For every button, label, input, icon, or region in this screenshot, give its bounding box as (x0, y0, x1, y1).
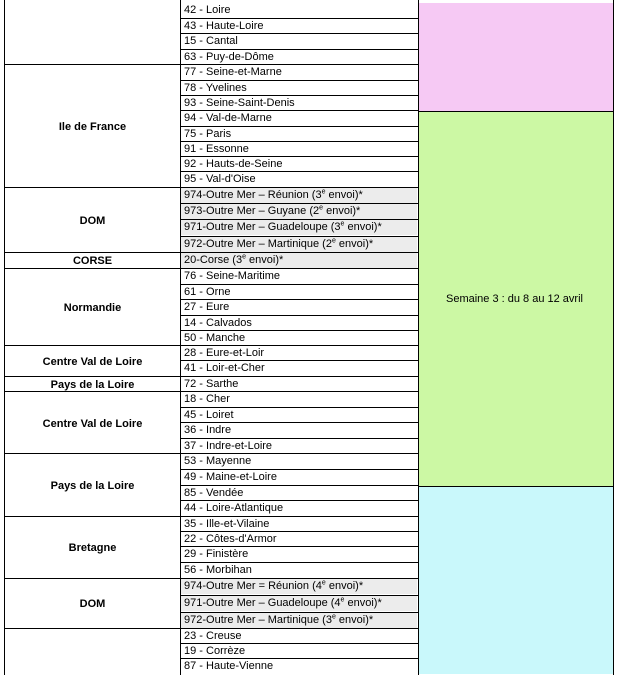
grid-line (180, 33, 419, 34)
grid-line (180, 203, 419, 204)
grid-line (418, 486, 614, 487)
department-label: 19 - Corrèze (184, 645, 246, 657)
grid-line (180, 595, 419, 596)
department-cell (181, 316, 417, 331)
department-cell (181, 579, 417, 594)
department-label: 61 - Orne (184, 286, 231, 298)
department-suffix: envoi)* (344, 597, 382, 609)
department-suffix: envoi)* (325, 189, 363, 201)
department-label: 29 - Finistère (184, 548, 249, 560)
department-label: 76 - Seine-Maritime (184, 270, 280, 282)
department-cell (181, 361, 417, 376)
department-label: 37 - Indre-et-Loire (184, 440, 273, 452)
department-cell (181, 34, 417, 49)
grid-line (180, 141, 419, 142)
grid-line (4, 187, 419, 188)
region-label: Normandie (63, 302, 122, 314)
ordinal-superscript: e (242, 253, 246, 261)
department-suffix: envoi)* (344, 221, 382, 233)
department-suffix: envoi)* (335, 614, 374, 626)
region-label: Centre Val de Loire (42, 417, 143, 430)
region-cell (5, 269, 180, 347)
department-label: 14 - Calvados (184, 317, 252, 329)
department-cell (181, 547, 417, 562)
grid-line (180, 407, 419, 408)
department-label: 50 - Manche (184, 332, 246, 344)
department-label: 56 - Morbihan (184, 564, 252, 576)
department-label: 77 - Seine-et-Marne (184, 66, 282, 78)
department-label: 63 - Puy-de-Dôme (184, 51, 274, 63)
grid-line (180, 80, 419, 81)
ordinal-superscript: e (331, 237, 336, 245)
department-cell (181, 596, 417, 611)
department-suffix: envoi)* (335, 238, 374, 250)
department-cell (181, 517, 417, 532)
department-label: 972-Outre Mer – Martinique (3 (184, 614, 332, 626)
grid-line (4, 0, 5, 675)
department-label: 35 - Ille-et-Vilaine (184, 518, 270, 530)
department-label: 95 - Val-d'Oise (184, 173, 256, 185)
grid-line (180, 469, 419, 470)
ordinal-superscript: e (331, 613, 336, 621)
department-cell (181, 188, 417, 203)
ordinal-superscript: e (319, 204, 324, 212)
department-cell (181, 237, 417, 252)
grid-line (180, 330, 419, 331)
department-label: 972-Outre Mer – Martinique (2 (184, 238, 332, 250)
department-label: 91 - Essonne (184, 143, 249, 155)
week-block (419, 486, 613, 674)
department-cell (181, 157, 417, 172)
ordinal-superscript: e (321, 579, 326, 587)
grid-line (180, 126, 419, 127)
department-cell (181, 454, 417, 469)
department-cell (181, 81, 417, 96)
department-label: 27 - Eure (184, 301, 230, 313)
department-cell (181, 613, 417, 628)
department-suffix: envoi)* (245, 254, 284, 266)
grid-line (180, 485, 419, 486)
region-cell (5, 188, 180, 253)
department-label: 87 - Haute-Vienne (184, 660, 274, 672)
department-label: 23 - Creuse (184, 630, 242, 642)
department-label: 53 - Mayenne (184, 455, 252, 467)
region-label: CORSE (72, 255, 113, 267)
department-cell (181, 439, 417, 454)
department-cell (181, 532, 417, 547)
grid-line (613, 0, 614, 675)
department-label: 22 - Côtes-d'Armor (184, 533, 277, 545)
grid-line (180, 219, 419, 220)
grid-line (180, 546, 419, 547)
department-label: 43 - Haute-Loire (184, 20, 264, 32)
department-cell (181, 220, 417, 235)
grid-line (4, 376, 419, 377)
department-label: 94 - Val-de-Marne (184, 112, 272, 124)
department-label: 36 - Indre (184, 424, 232, 436)
department-label: 974-Outre Mer – Réunion (3 (184, 189, 322, 201)
department-label: 42 - Loire (184, 4, 231, 16)
region-label: Centre Val de Loire (42, 355, 143, 368)
grid-line (180, 315, 419, 316)
grid-line (180, 500, 419, 501)
department-cell (181, 111, 417, 126)
department-cell (181, 19, 417, 34)
region-cell (5, 346, 180, 377)
week-label: Semaine 3 : du 8 au 12 avril (446, 293, 583, 305)
department-cell (181, 142, 417, 157)
department-suffix: envoi)* (323, 205, 361, 217)
region-cell (5, 579, 180, 629)
department-label: 93 - Seine-Saint-Denis (184, 97, 295, 109)
region-cell (5, 629, 180, 675)
department-cell (181, 563, 417, 578)
grid-line (4, 391, 419, 392)
grid-line (180, 299, 419, 300)
grid-line (180, 643, 419, 644)
department-cell (181, 269, 417, 284)
department-label: 971-Outre Mer – Guadeloupe (4 (184, 597, 341, 609)
week-block (419, 3, 613, 111)
grid-line (4, 628, 419, 629)
department-cell (181, 501, 417, 516)
department-cell (181, 96, 417, 111)
region-label: Pays de la Loire (50, 479, 135, 492)
department-cell (181, 486, 417, 501)
department-cell (181, 3, 417, 18)
grid-line (180, 156, 419, 157)
department-label: 72 - Sarthe (184, 378, 239, 390)
grid-line (180, 422, 419, 423)
grid-line (180, 0, 181, 675)
department-label: 20-Corse (3 (184, 254, 243, 266)
department-label: 49 - Maine-et-Loire (184, 471, 277, 483)
grid-line (180, 360, 419, 361)
department-cell (181, 346, 417, 361)
department-cell (181, 629, 417, 644)
region-cell (5, 517, 180, 579)
department-label: 973-Outre Mer – Guyane (2 (184, 205, 320, 217)
department-cell (181, 253, 417, 268)
grid-line (180, 658, 419, 659)
department-cell (181, 300, 417, 315)
region-label: Ile de France (58, 120, 127, 133)
department-cell (181, 377, 417, 392)
grid-line (180, 95, 419, 96)
ordinal-superscript: e (321, 188, 326, 196)
region-cell (5, 3, 180, 66)
department-label: 971-Outre Mer – Guadeloupe (3 (184, 221, 341, 233)
grid-line (4, 64, 419, 65)
grid-line (4, 453, 419, 454)
grid-line (180, 284, 419, 285)
department-cell (181, 172, 417, 187)
grid-line (418, 0, 419, 675)
department-label: 78 - Yvelines (184, 82, 247, 94)
department-cell (181, 127, 417, 142)
grid-line (4, 578, 419, 579)
department-label: 44 - Loire-Atlantique (184, 502, 284, 514)
department-label: 75 - Paris (184, 128, 232, 140)
department-label: 92 - Hauts-de-Seine (184, 158, 283, 170)
department-cell (181, 285, 417, 300)
department-cell (181, 50, 417, 65)
grid-line (180, 49, 419, 50)
region-cell (5, 65, 180, 188)
department-cell (181, 423, 417, 438)
region-label: DOM (79, 598, 106, 610)
department-label: 18 - Cher (184, 393, 230, 405)
region-label: Pays de la Loire (50, 379, 135, 391)
ordinal-superscript: e (340, 596, 345, 604)
grid-line (180, 438, 419, 439)
department-cell (181, 392, 417, 407)
grid-line (4, 345, 419, 346)
grid-line (180, 562, 419, 563)
region-cell (5, 392, 180, 455)
department-cell (181, 644, 417, 659)
grid-line (180, 612, 419, 613)
grid-line (180, 18, 419, 19)
department-cell (181, 408, 417, 423)
department-cell (181, 204, 417, 219)
grid-line (418, 111, 614, 112)
grid-line (180, 110, 419, 111)
grid-line (4, 516, 419, 517)
grid-line (180, 531, 419, 532)
grid-line (4, 268, 419, 269)
region-label: DOM (79, 214, 106, 227)
department-suffix: envoi)* (325, 580, 364, 592)
region-cell (5, 253, 180, 269)
department-cell (181, 331, 417, 346)
department-label: 15 - Cantal (184, 35, 238, 47)
region-cell (5, 454, 180, 517)
department-cell (181, 470, 417, 485)
ordinal-superscript: e (340, 220, 345, 228)
grid-line (180, 236, 419, 237)
grid-line (4, 252, 419, 253)
department-label: 41 - Loir-et-Cher (184, 362, 265, 374)
department-label: 45 - Loiret (184, 409, 234, 421)
department-label: 28 - Eure-et-Loir (184, 347, 265, 359)
department-cell (181, 65, 417, 80)
region-label: Bretagne (68, 542, 117, 554)
department-cell (181, 659, 417, 674)
department-label: 85 - Vendée (184, 487, 244, 499)
grid-line (180, 171, 419, 172)
department-label: 974-Outre Mer = Réunion (4 (184, 580, 322, 592)
